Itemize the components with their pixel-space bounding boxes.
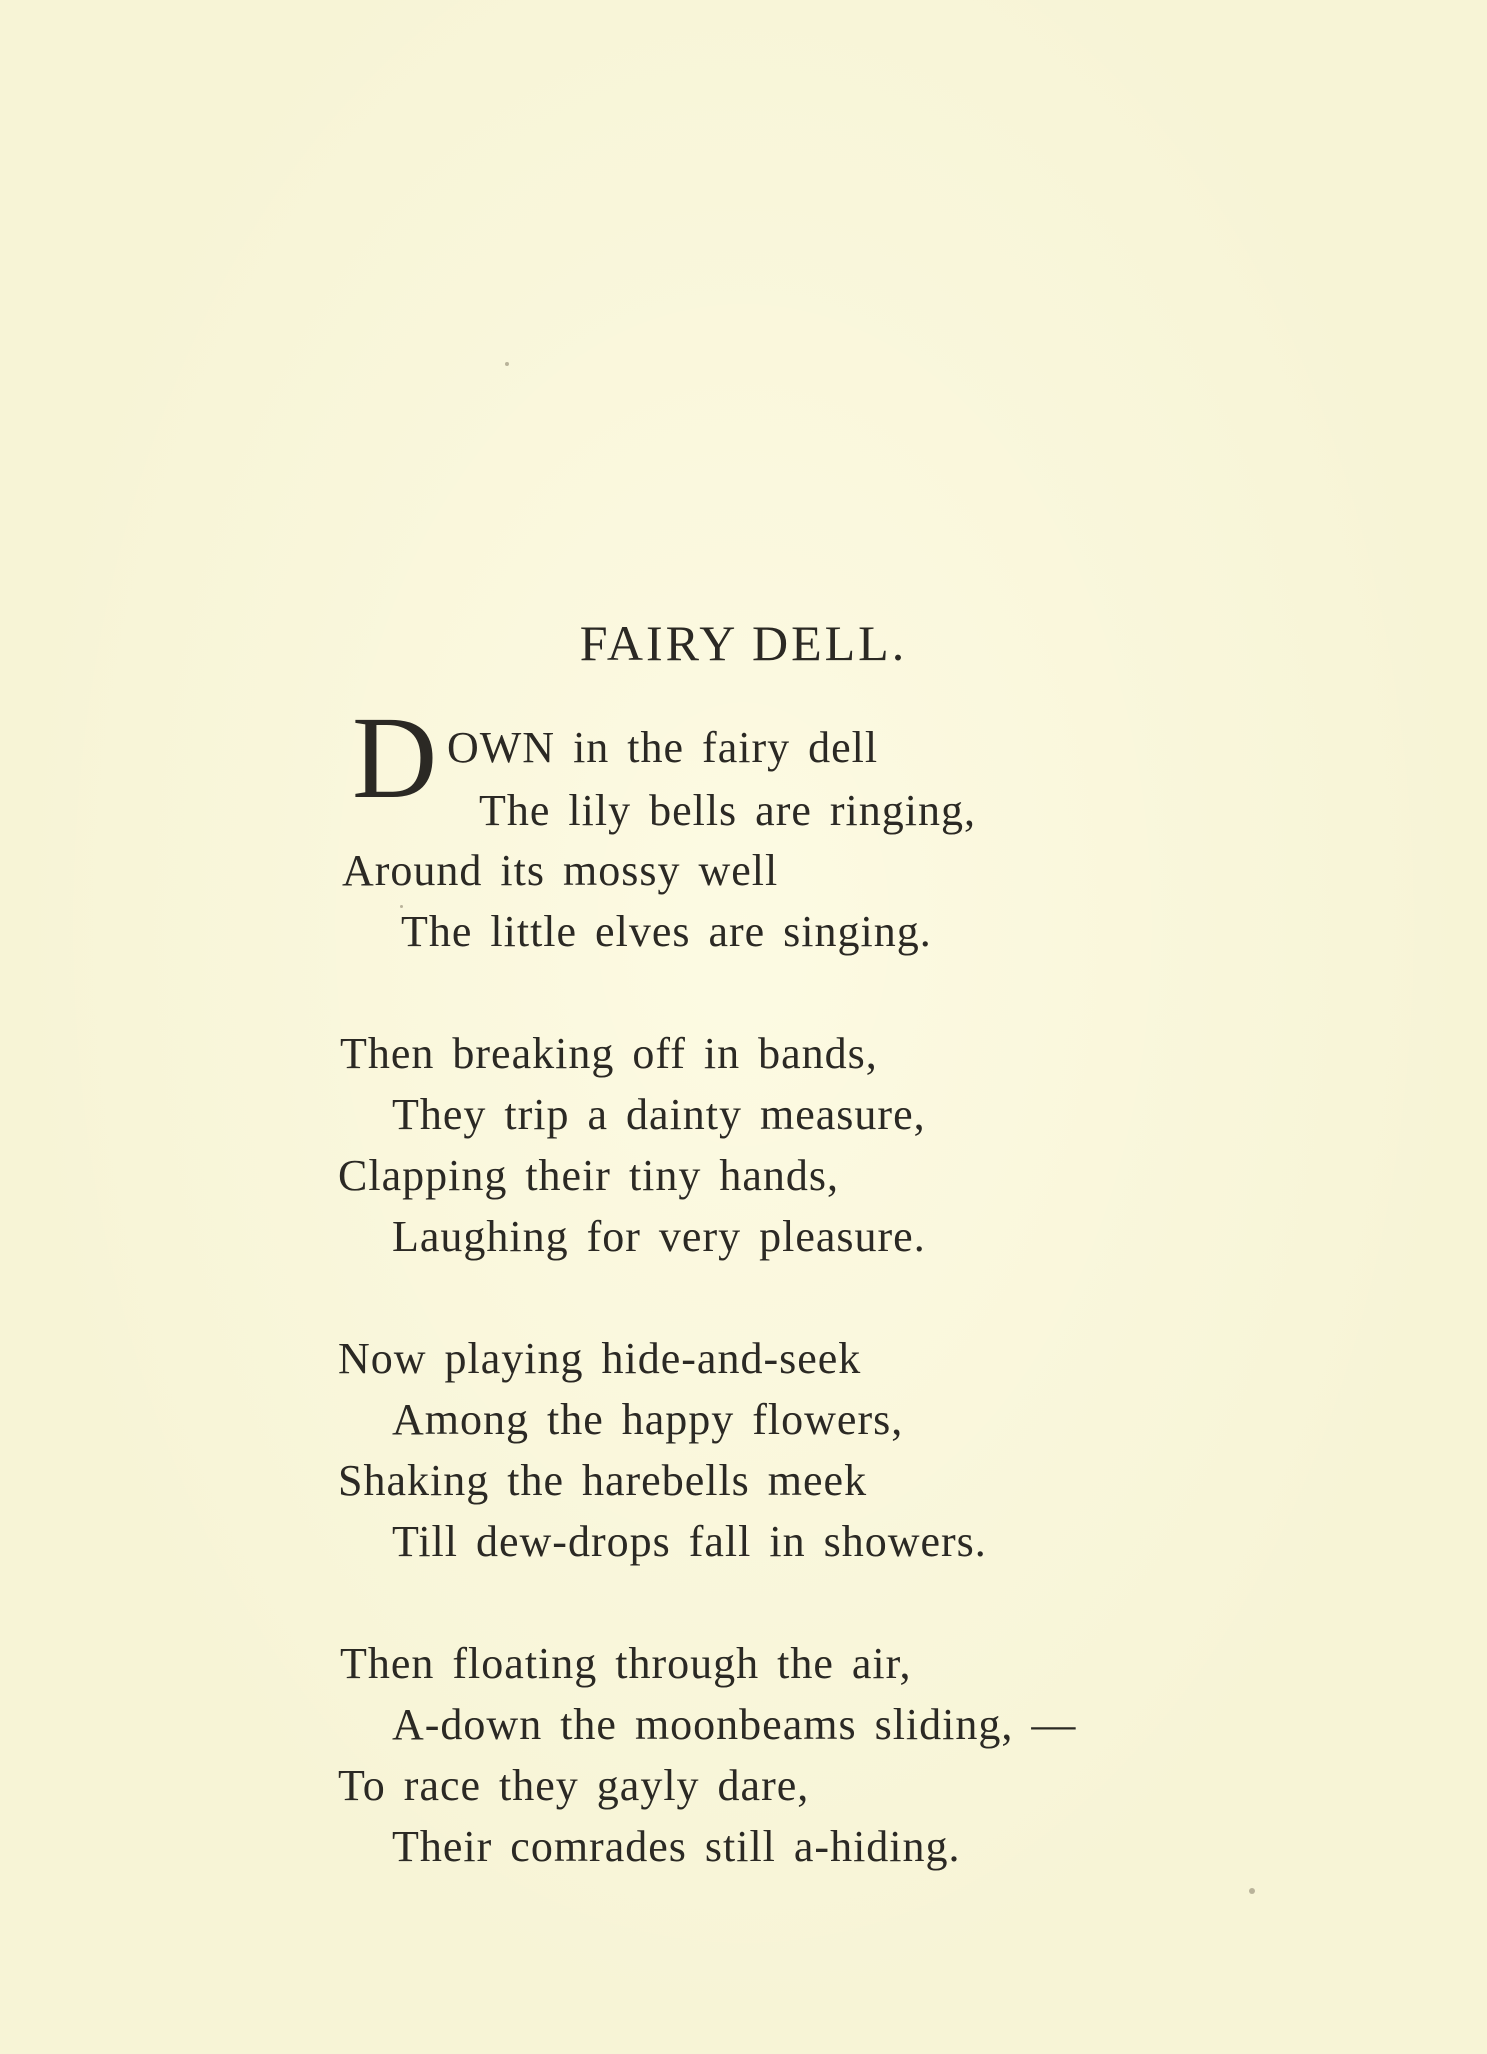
poem-line: A-down the moonbeams sliding, — — [392, 1700, 1077, 1749]
poem-line: Clapping their tiny hands, — [338, 1151, 840, 1200]
poem-line: The lily bells are ringing, — [479, 786, 976, 835]
poem-line: Till dew-drops fall in showers. — [392, 1517, 987, 1566]
poem-line: Then floating through the air, — [340, 1639, 912, 1688]
poem-line: To race they gayly dare, — [338, 1761, 810, 1810]
drop-cap: D — [352, 692, 438, 823]
poem-line: Laughing for very pleasure. — [392, 1212, 926, 1261]
poem-line: Then breaking off in bands, — [340, 1029, 878, 1078]
poem-line: Shaking the harebells meek — [338, 1456, 868, 1505]
poem-line: Among the happy flowers, — [392, 1395, 904, 1444]
poem-line: The little elves are singing. — [401, 907, 932, 956]
poem-line: Their comrades still a-hiding. — [392, 1822, 961, 1871]
poem-line: Around its mossy well — [342, 846, 779, 895]
poem-line: They trip a dainty measure, — [392, 1090, 926, 1139]
poem-line: OWN in the fairy dell — [447, 723, 879, 772]
poem-line: Now playing hide-and-seek — [338, 1334, 862, 1383]
poem-title: FAIRY DELL. — [579, 615, 908, 671]
